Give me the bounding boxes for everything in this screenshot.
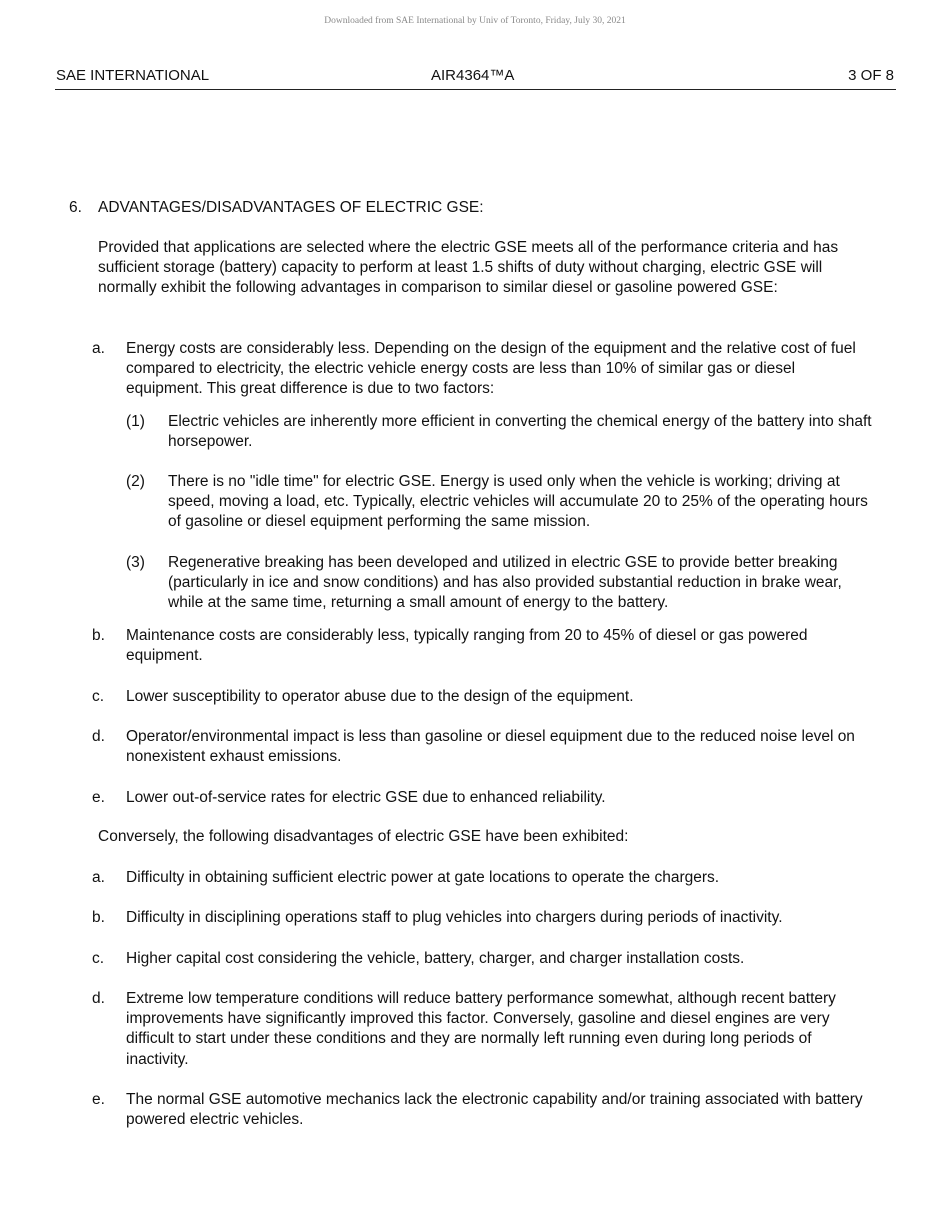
header-document-number: AIR4364™A <box>431 67 515 84</box>
factor-text: Electric vehicles are inherently more efficient in converting the chemical energy of the battery into shaft horsepower. <box>168 413 872 451</box>
advantage-label: e. <box>92 789 105 806</box>
advantage-text: Lower susceptibility to operator abuse due to the design of the equipment. <box>126 688 634 705</box>
section-number: 6. <box>69 199 82 216</box>
page-header <box>55 66 896 90</box>
advantage-text: Lower out-of-service rates for electric GSE due to enhanced reliability. <box>126 789 606 806</box>
factor-label: (1) <box>126 413 145 430</box>
disadvantage-label: d. <box>92 990 105 1007</box>
advantage-label: c. <box>92 688 105 705</box>
advantage-text: Energy costs are considerably less. Depending on the design of the equipment and the relative cost of fuel compared to electricity, the electric vehicle energy costs are less than 10% of similar gas or diesel equipment. This great difference is due to two factors: <box>126 340 856 398</box>
factor-text: Regenerative breaking has been developed and utilized in electric GSE to provide better breaking (particularly in ice and snow conditions) and has also provided substantial reduction in brake wear, while at the same time, returning a small amount of energy to the battery. <box>168 554 842 612</box>
header-publisher: SAE INTERNATIONAL <box>56 67 210 84</box>
advantage-label: a. <box>92 340 105 357</box>
disadvantage-text: Higher capital cost considering the vehicle, battery, charger, and charger installation costs. <box>126 950 745 967</box>
factor-text: There is no "idle time" for electric GSE. Energy is used only when the vehicle is working; driving at speed, moving a load, etc. Typically, electric vehicles will accumulate 20 to 25% of the operating hours of gasoline or diesel equipment performing the same mission. <box>168 473 868 531</box>
download-watermark: Downloaded from SAE International by Univ of Toronto, Friday, July 30, 2021 <box>324 16 626 26</box>
intro-paragraph: Provided that applications are selected where the electric GSE meets all of the performance criteria and has sufficient storage (battery) capacity to perform at least 1.5 shifts of duty without charging, electric GSE will normally exhibit the following advantages in comparison to similar diesel or gasoline powered GSE: <box>98 239 839 297</box>
disadvantage-text: Extreme low temperature conditions will reduce battery performance somewhat, although recent battery improvements have significantly improved this factor. Conversely, gasoline and diesel engines are very difficult to start under these conditions and they are normally left running even during long periods of inactivity. <box>126 990 836 1068</box>
disadvantage-label: e. <box>92 1091 105 1108</box>
advantage-label: b. <box>92 627 105 644</box>
disadvantage-text: Difficulty in disciplining operations staff to plug vehicles into chargers during periods of inactivity. <box>126 909 783 926</box>
factor-label: (3) <box>126 554 145 571</box>
disadvantage-text: Difficulty in obtaining sufficient electric power at gate locations to operate the chargers. <box>126 869 720 886</box>
section-title: ADVANTAGES/DISADVANTAGES OF ELECTRIC GSE: <box>98 199 484 216</box>
advantage-text: Operator/environmental impact is less than gasoline or diesel equipment due to the reduced noise level on nonexistent exhaust emissions. <box>126 728 855 766</box>
advantage-label: d. <box>92 728 105 745</box>
disadvantage-text: The normal GSE automotive mechanics lack the electronic capability and/or training associated with battery powered electric vehicles. <box>126 1091 863 1129</box>
header-page-number: 3 OF 8 <box>848 67 894 84</box>
disadvantage-label: b. <box>92 909 105 926</box>
conversely-paragraph: Conversely, the following disadvantages of electric GSE have been exhibited: <box>98 828 629 845</box>
disadvantage-label: c. <box>92 950 105 967</box>
advantage-text: Maintenance costs are considerably less, typically ranging from 20 to 45% of diesel or gas powered equipment. <box>126 627 808 665</box>
factor-label: (2) <box>126 473 145 490</box>
disadvantage-label: a. <box>92 869 105 886</box>
